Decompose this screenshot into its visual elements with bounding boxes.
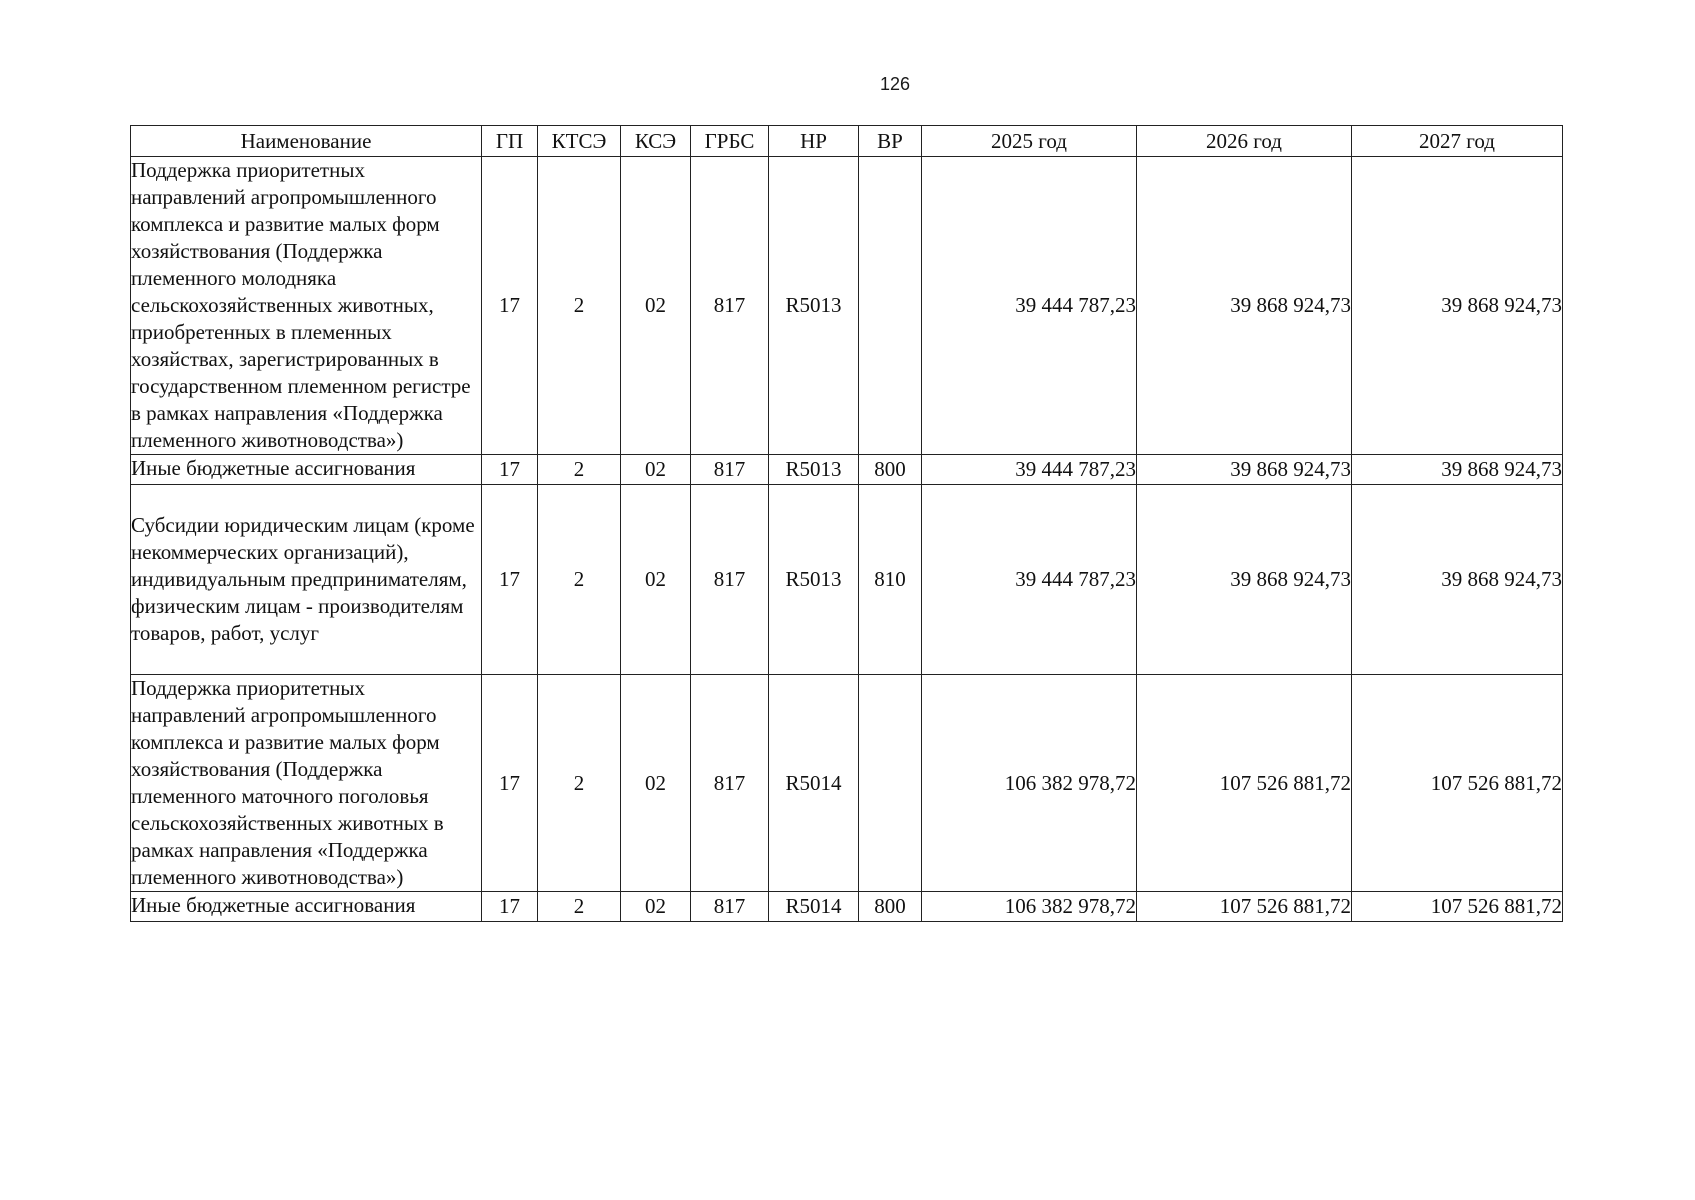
- row-ktse: 2: [538, 157, 621, 455]
- row-name: Субсидии юридическим лицам (кроме некоммерческих организаций), индивидуальным предпринимателям, физическим лицам - производителям товаров, работ, услуг: [131, 485, 482, 675]
- row-amount-2025: 106 382 978,72: [922, 675, 1137, 892]
- table-row: [131, 485, 1563, 675]
- row-amount-2026: 39 868 924,73: [1137, 455, 1352, 485]
- row-nr: R5013: [769, 485, 859, 675]
- row-amount-2027: 39 868 924,73: [1352, 157, 1563, 455]
- row-vr: 800: [859, 892, 922, 922]
- header-nr: НР: [769, 126, 859, 157]
- row-name: Иные бюджетные ассигнования: [131, 455, 482, 485]
- row-grbs: 817: [691, 675, 769, 892]
- row-amount-2026: 107 526 881,72: [1137, 675, 1352, 892]
- header-gp: ГП: [482, 126, 538, 157]
- row-amount-2025: 39 444 787,23: [922, 455, 1137, 485]
- header-grbs: ГРБС: [691, 126, 769, 157]
- row-ktse: 2: [538, 485, 621, 675]
- row-amount-2026: 107 526 881,72: [1137, 892, 1352, 922]
- row-amount-2026: 39 868 924,73: [1137, 485, 1352, 675]
- row-kse: 02: [621, 455, 691, 485]
- row-grbs: 817: [691, 455, 769, 485]
- header-ktse: КТСЭ: [538, 126, 621, 157]
- row-name: Поддержка приоритетных направлений агропромышленного комплекса и развитие малых форм хозяйствования (Поддержка племенного маточного поголовья сельскохозяйственных животных в рамках направления «Поддержка племенного животноводства»): [131, 675, 482, 892]
- row-vr: 800: [859, 455, 922, 485]
- table-row: [131, 892, 1563, 922]
- row-amount-2027: 39 868 924,73: [1352, 455, 1563, 485]
- header-kse: КСЭ: [621, 126, 691, 157]
- row-name: Иные бюджетные ассигнования: [131, 892, 482, 922]
- row-kse: 02: [621, 485, 691, 675]
- row-nr: R5014: [769, 675, 859, 892]
- row-amount-2025: 106 382 978,72: [922, 892, 1137, 922]
- row-kse: 02: [621, 892, 691, 922]
- header-2026: 2026 год: [1137, 126, 1352, 157]
- row-kse: 02: [621, 675, 691, 892]
- budget-table: [130, 125, 1563, 922]
- row-name: Поддержка приоритетных направлений агропромышленного комплекса и развитие малых форм хозяйствования (Поддержка племенного молодняка сельскохозяйственных животных, приобретенных в племенных хозяйствах, зарегистрированных в государственном племенном регистре в рамках направления «Поддержка племенного животноводства»): [131, 157, 482, 455]
- header-2025: 2025 год: [922, 126, 1137, 157]
- row-grbs: 817: [691, 157, 769, 455]
- row-nr: R5013: [769, 455, 859, 485]
- row-amount-2025: 39 444 787,23: [922, 157, 1137, 455]
- table-header-row: [131, 126, 1563, 157]
- table-row: [131, 675, 1563, 892]
- row-nr: R5014: [769, 892, 859, 922]
- row-amount-2026: 39 868 924,73: [1137, 157, 1352, 455]
- header-name: Наименование: [131, 126, 482, 157]
- row-gp: 17: [482, 892, 538, 922]
- row-gp: 17: [482, 455, 538, 485]
- row-amount-2027: 107 526 881,72: [1352, 675, 1563, 892]
- row-vr: [859, 675, 922, 892]
- row-amount-2027: 39 868 924,73: [1352, 485, 1563, 675]
- table-row: [131, 157, 1563, 455]
- row-grbs: 817: [691, 485, 769, 675]
- row-grbs: 817: [691, 892, 769, 922]
- row-nr: R5013: [769, 157, 859, 455]
- table-row: [131, 455, 1563, 485]
- row-gp: 17: [482, 675, 538, 892]
- row-vr: 810: [859, 485, 922, 675]
- row-gp: 17: [482, 485, 538, 675]
- row-vr: [859, 157, 922, 455]
- header-2027: 2027 год: [1352, 126, 1563, 157]
- row-amount-2025: 39 444 787,23: [922, 485, 1137, 675]
- row-ktse: 2: [538, 455, 621, 485]
- row-kse: 02: [621, 157, 691, 455]
- row-amount-2027: 107 526 881,72: [1352, 892, 1563, 922]
- page-number: 126: [879, 74, 911, 94]
- row-ktse: 2: [538, 675, 621, 892]
- header-vr: ВР: [859, 126, 922, 157]
- row-ktse: 2: [538, 892, 621, 922]
- row-gp: 17: [482, 157, 538, 455]
